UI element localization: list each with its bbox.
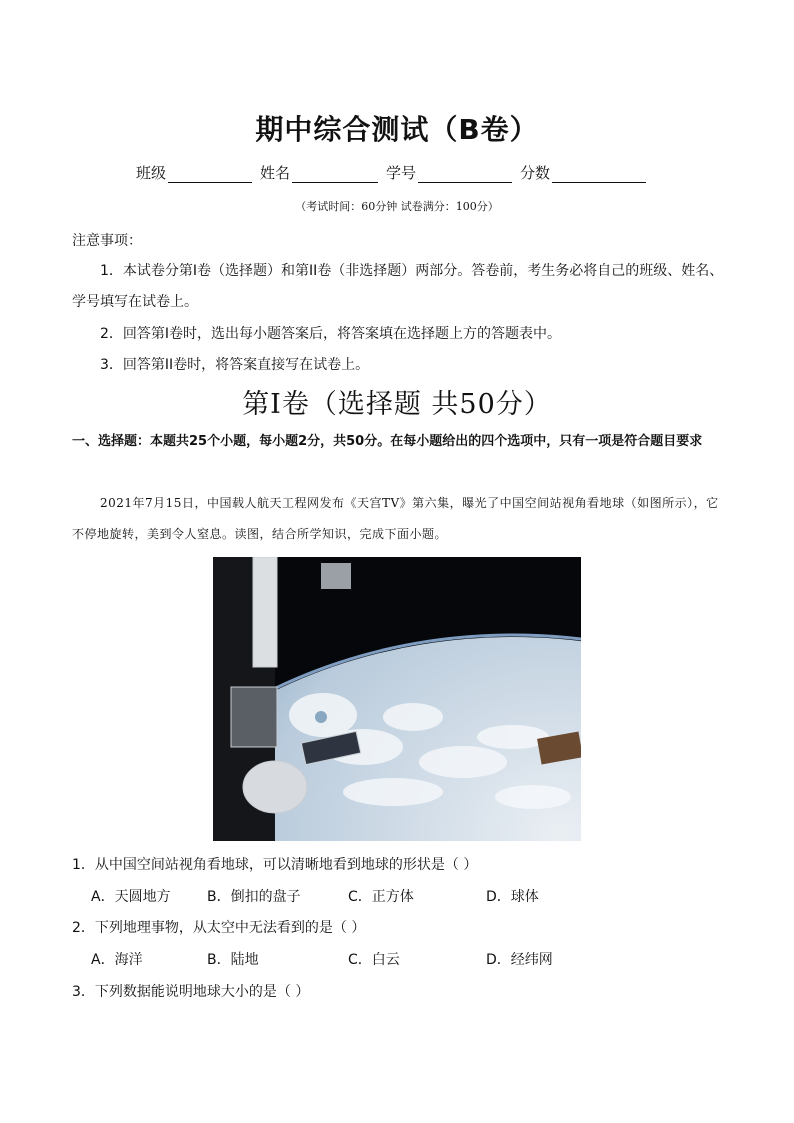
student-id-label: 学号 <box>386 164 417 182</box>
name-field[interactable] <box>260 162 378 183</box>
class-blank[interactable] <box>168 166 252 183</box>
name-label: 姓名 <box>260 164 291 182</box>
option-a[interactable]: A．海洋 <box>91 952 143 968</box>
earth-illustration <box>213 557 581 841</box>
score-blank[interactable] <box>552 166 646 183</box>
option-b[interactable]: B．倒扣的盘子 <box>207 889 301 905</box>
class-field[interactable] <box>136 162 252 183</box>
section-title: 第I卷（选择题 共50分） <box>242 389 552 420</box>
note-item: 1．本试卷分第I卷（选择题）和第II卷（非选择题）两部分。答卷前，考生务必将自己的班级、姓名、学号填写在试卷上。 <box>72 263 724 310</box>
station-arm <box>321 563 351 589</box>
score-field[interactable] <box>520 162 646 183</box>
option-d[interactable]: D．经纬网 <box>486 952 553 968</box>
note-item: 2．回答第I卷时，选出每小题答案后，将答案填在选择题上方的答题表中。 <box>100 326 562 342</box>
question-3-stem: 3．下列数据能说明地球大小的是（ ） <box>72 984 310 1000</box>
question-1-stem: 1．从中国空间站视角看地球，可以清晰地看到地球的形状是（ ） <box>72 857 478 873</box>
notes-title: 注意事项： <box>72 233 142 249</box>
option-b[interactable]: B．陆地 <box>207 952 259 968</box>
exam-meta: （考试时间：60分钟 试卷满分：100分） <box>295 200 499 213</box>
name-blank[interactable] <box>292 166 378 183</box>
option-c[interactable]: C．正方体 <box>348 889 414 905</box>
option-c[interactable]: C．白云 <box>348 952 400 968</box>
option-d[interactable]: D．球体 <box>486 889 539 905</box>
question-type-instructions: 一、选择题：本题共25个小题，每小题2分，共50分。在每小题给出的四个选项中，只有一项是符合题目要求 <box>72 434 703 449</box>
student-info-row <box>136 162 676 183</box>
score-label: 分数 <box>520 164 551 182</box>
class-label: 班级 <box>136 164 167 182</box>
earth-from-space-photo <box>213 557 581 841</box>
note-item: 3．回答第II卷时，将答案直接写在试卷上。 <box>100 357 370 373</box>
student-id-field[interactable] <box>386 162 512 183</box>
question-2-stem: 2．下列地理事物，从太空中无法看到的是（ ） <box>72 920 366 936</box>
student-id-blank[interactable] <box>418 166 512 183</box>
page-title: 期中综合测试（B卷） <box>255 113 539 146</box>
option-a[interactable]: A．天圆地方 <box>91 889 171 905</box>
reading-passage: 2021年7月15日，中国载人航天工程网发布《天宫TV》第六集，曝光了中国空间站视角看地球（如图所示），它不停地旋转，美到令人窒息。读图，结合所学知识，完成下面小题。 <box>72 496 719 541</box>
